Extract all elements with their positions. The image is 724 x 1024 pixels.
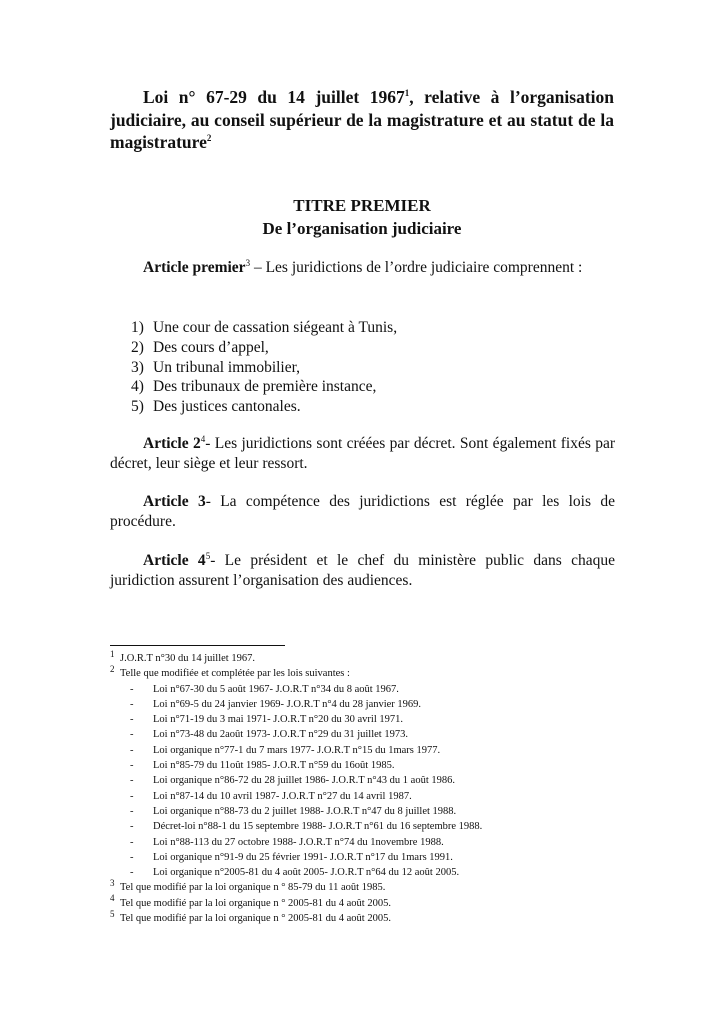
footnote-list-item: - Loi n°69-5 du 24 janvier 1969- J.O.R.T n°4 du 28 janvier 1969. [130, 698, 422, 710]
footnote-list-item: - Loi organique n°86-72 du 28 juillet 1986- J.O.R.T n°43 du 1 août 1986. [130, 775, 455, 787]
footnote-text: Tel que modifié par la loi organique n ° 2005-81 du 4 août 2005. [120, 913, 391, 925]
footnote-4: $^4$ Tel que modifié par la loi organique n ° 2005-81 du 4 août 2005. [110, 893, 391, 909]
footnote-list-item: - Décret-loi n°88-1 du 15 septembre 1988- J.O.R.T n°61 du 16 septembre 1988. [130, 821, 483, 833]
footnote-list-item: - Loi n°71-19 du 3 mai 1971- J.O.R.T n°20 du 30 avril 1971. [130, 714, 403, 726]
article-2-label: Article 2 [143, 435, 201, 452]
amendment-text: Loi n°73-48 du 2août 1973- J.O.R.T n°29 du 31 juillet 1973. [153, 729, 408, 741]
list-item [131, 318, 591, 338]
footnote-list-item: - Loi n°85-79 du 11oût 1985- J.O.R.T n°59 du 16oût 1985. [130, 760, 395, 772]
list-item [131, 358, 591, 378]
footnote-text: Tel que modifié par la loi organique n ° 2005-81 du 4 août 2005. [120, 897, 391, 909]
article-4-text: - Le président et le chef du ministère public dans chaque juridiction assurent l’organisation des audiences. [110, 552, 616, 589]
footnote-list-item: - Loi organique n°77-1 du 7 mars 1977- J.O.R.T n°15 du 1mars 1977. [130, 744, 441, 756]
list-item [131, 338, 591, 358]
list-item-text: Des justices cantonales. [153, 398, 301, 416]
footnote-list-item: - Loi organique n°2005-81 du 4 août 2005- J.O.R.T n°64 du 12 août 2005. [130, 867, 460, 879]
article-4-label: Article 4 [143, 552, 206, 569]
article-2-text: - Les juridictions sont créées par décret. Sont également fixés par décret, leur siège et leur ressort. [110, 435, 615, 472]
amendment-text: Loi organique n°91-9 du 25 février 1991- J.O.R.T n°17 du 1mars 1991. [153, 851, 453, 863]
footnote-ref-5[interactable]: 5 [205, 550, 211, 561]
amendment-text: Décret-loi n°88-1 du 15 septembre 1988- J.O.R.T n°61 du 16 septembre 1988. [153, 821, 483, 833]
footnote-list-item: - Loi n°87-14 du 10 avril 1987- J.O.R.T n°27 du 14 avril 1987. [130, 790, 412, 802]
article-4 [110, 551, 615, 591]
amendment-text: Loi n°69-5 du 24 janvier 1969- J.O.R.T n°4 du 28 janvier 1969. [153, 698, 422, 710]
amendment-text: Loi n°85-79 du 11oût 1985- J.O.R.T n°59 du 16oût 1985. [153, 760, 395, 772]
list-item-number: 2) [131, 338, 144, 356]
footnote-ref-2[interactable]: 2 [206, 133, 212, 144]
footnote-3: $^3$ Tel que modifié par la loi organique n ° 85-79 du 11 août 1985. [110, 877, 386, 894]
list-item [131, 397, 591, 417]
footnote-5: $^5$ Tel que modifié par la loi organique n ° 2005-81 du 4 août 2005. [110, 908, 391, 925]
list-item-number: 4) [131, 378, 144, 396]
footnote-text: J.O.R.T n°30 du 14 juillet 1967. [120, 653, 255, 664]
article-3-text: - La compétence des juridictions est réglée par les lois de procédure. [110, 493, 615, 530]
amendment-text: Loi organique n°86-72 du 28 juillet 1986- J.O.R.T n°43 du 1 août 1986. [153, 775, 455, 787]
law-title [110, 86, 614, 154]
article-1 [110, 258, 615, 278]
footnote-text: Tel que modifié par la loi organique n ° 85-79 du 11 août 1985. [120, 882, 386, 894]
article-2 [110, 434, 615, 474]
amendment-text: Loi organique n°88-73 du 2 juillet 1988- J.O.R.T n°47 du 8 juillet 1988. [153, 805, 457, 817]
list-item-text: Une cour de cassation siégeant à Tunis, [153, 319, 398, 336]
footnote-separator [110, 645, 285, 646]
footnote-ref-4[interactable]: 4 [200, 433, 206, 444]
list-item-number: 5) [131, 398, 144, 416]
footnote-list-item: - Loi n°73-48 du 2août 1973- J.O.R.T n°29 du 31 juillet 1973. [130, 729, 408, 741]
footnote-list-item: - Loi organique n°88-73 du 2 juillet 1988- J.O.R.T n°47 du 8 juillet 1988. [130, 805, 457, 817]
footnote-list-item: - Loi n°88-113 du 27 octobre 1988- J.O.R.T n°74 du 1novembre 1988. [130, 836, 444, 848]
titre-subheading: De l’organisation judiciaire [262, 219, 462, 238]
list-item-text: Des tribunaux de première instance, [153, 378, 377, 396]
article-1-text: – Les juridictions de l’ordre judiciaire comprennent : [250, 259, 583, 276]
article-1-label: Article premier [143, 259, 246, 276]
footnote-text: Telle que modifiée et complétée par les lois suivantes : [120, 668, 350, 680]
law-title-part1: Loi n° 67-29 du 14 juillet 1967 [143, 87, 405, 107]
law-title-part2: , relative à l’organisation judiciaire, au conseil supérieur de la magistrature et au statut de la magistrature [110, 87, 614, 152]
footnote-list-item: - Loi n°67-30 du 5 août 1967- J.O.R.T n°34 du 8 août 1967. [130, 683, 399, 695]
footnotes [110, 648, 630, 926]
list-item [131, 377, 591, 397]
amendment-text: Loi n°71-19 du 3 mai 1971- J.O.R.T n°20 du 30 avril 1971. [153, 714, 403, 726]
footnote-list-item: - Loi organique n°91-9 du 25 février 1991- J.O.R.T n°17 du 1mars 1991. [130, 851, 453, 863]
footnote-ref-1[interactable]: 1 [404, 88, 410, 99]
amendment-text: Loi organique n°2005-81 du 4 août 2005- J.O.R.T n°64 du 12 août 2005. [153, 867, 460, 879]
footnote-1: $^1$ J.O.R.T n°30 du 14 juillet 1967. [110, 648, 255, 664]
footnote-ref-3[interactable]: 3 [245, 257, 251, 268]
list-item-text: Un tribunal immobilier, [153, 358, 301, 376]
article-3 [110, 492, 615, 532]
article-1-list [131, 318, 591, 417]
amendment-text: Loi organique n°77-1 du 7 mars 1977- J.O.R.T n°15 du 1mars 1977. [153, 744, 441, 756]
list-item-number: 3) [131, 358, 144, 376]
article-3-label: Article 3 [143, 493, 206, 510]
titre-heading: TITRE PREMIER [293, 196, 431, 215]
amendment-text: Loi n°87-14 du 10 avril 1987- J.O.R.T n°27 du 14 avril 1987. [153, 790, 412, 802]
list-item-text: Des cours d’appel, [153, 338, 269, 356]
footnote-2: $^2$ Telle que modifiée et complétée par les lois suivantes : [110, 663, 350, 680]
list-item-number: 1) [131, 319, 144, 336]
amendment-text: Loi n°67-30 du 5 août 1967- J.O.R.T n°34 du 8 août 1967. [153, 683, 399, 695]
amendment-text: Loi n°88-113 du 27 octobre 1988- J.O.R.T n°74 du 1novembre 1988. [153, 836, 444, 848]
